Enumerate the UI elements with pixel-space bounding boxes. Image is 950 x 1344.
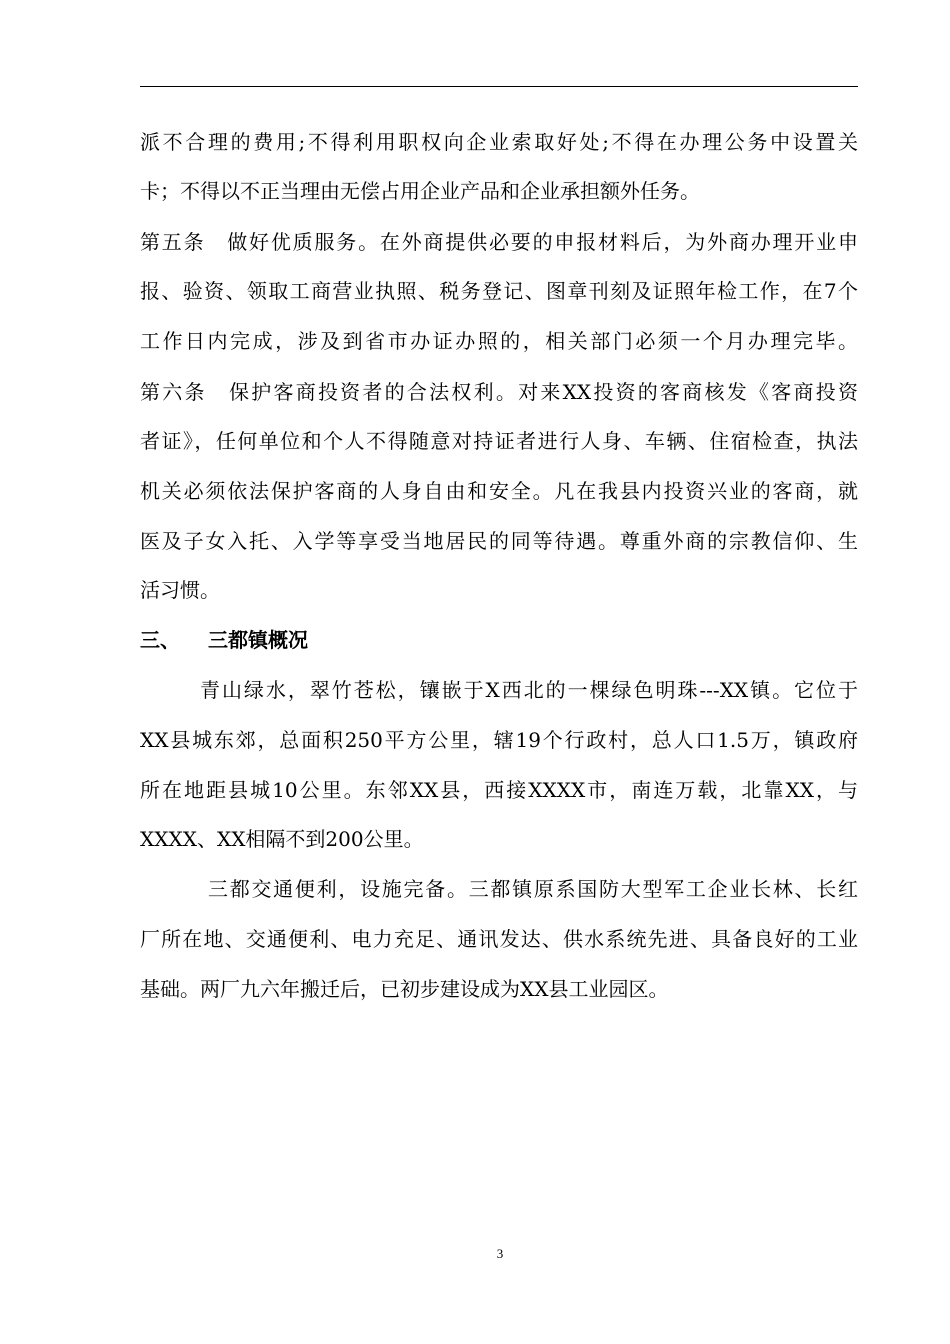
text-line: XXXX、XX相隔不到200公里。 [140, 827, 424, 851]
text-line: 机关必须依法保护客商的人身自由和安全。凡在我县内投资兴业的客商，就 [140, 479, 858, 503]
text-line: 者证》，任何单位和个人不得随意对持证者进行人身、车辆、住宿检查，执法 [140, 429, 858, 453]
section-title: 三都镇概况 [208, 628, 308, 652]
text-line: 三都交通便利，设施完备。三都镇原系国防大型军工企业长林、长红 [208, 877, 858, 901]
text-line: 第五条 做好优质服务。在外商提供必要的申报材料后，为外商办理开业申 [140, 230, 858, 254]
text-line: 所在地距县城10公里。东邻XX县，西接XXXX市，南连万载，北靠XX，与 [140, 778, 858, 802]
page-number: 3 [496, 1246, 504, 1261]
section-number: 三、 [140, 628, 180, 652]
text-line: 厂所在地、交通便利、电力充足、通讯发达、供水系统先进、具备良好的工业 [140, 927, 858, 951]
section-heading [140, 626, 858, 654]
header-rule [140, 86, 858, 87]
text-line: 青山绿水，翠竹苍松，镶嵌于X西北的一棵绿色明珠---XX镇。它位于 [200, 678, 858, 702]
text-line: 基础。两厂九六年搬迁后，已初步建设成为XX县工业园区。 [140, 977, 669, 1001]
text-line: XX县城东郊，总面积250平方公里，辖19个行政村，总人口1.5万，镇政府 [140, 728, 858, 752]
text-line: 报、验资、领取工商营业执照、税务登记、图章刊刻及证照年检工作，在7个 [140, 279, 858, 303]
text-line: 派不合理的费用;不得利用职权向企业索取好处;不得在办理公务中设置关 [140, 130, 858, 154]
text-line: 医及子女入托、入学等享受当地居民的同等待遇。尊重外商的宗教信仰、生 [140, 529, 858, 553]
text-line: 卡；不得以不正当理由无偿占用企业产品和企业承担额外任务。 [140, 179, 700, 203]
text-line: 工作日内完成，涉及到省市办证办照的，相关部门必须一个月办理完毕。 [140, 329, 858, 353]
text-line: 第六条 保护客商投资者的合法权利。对来XX投资的客商核发《客商投资 [140, 380, 858, 404]
text-line: 活习惯。 [140, 578, 220, 602]
